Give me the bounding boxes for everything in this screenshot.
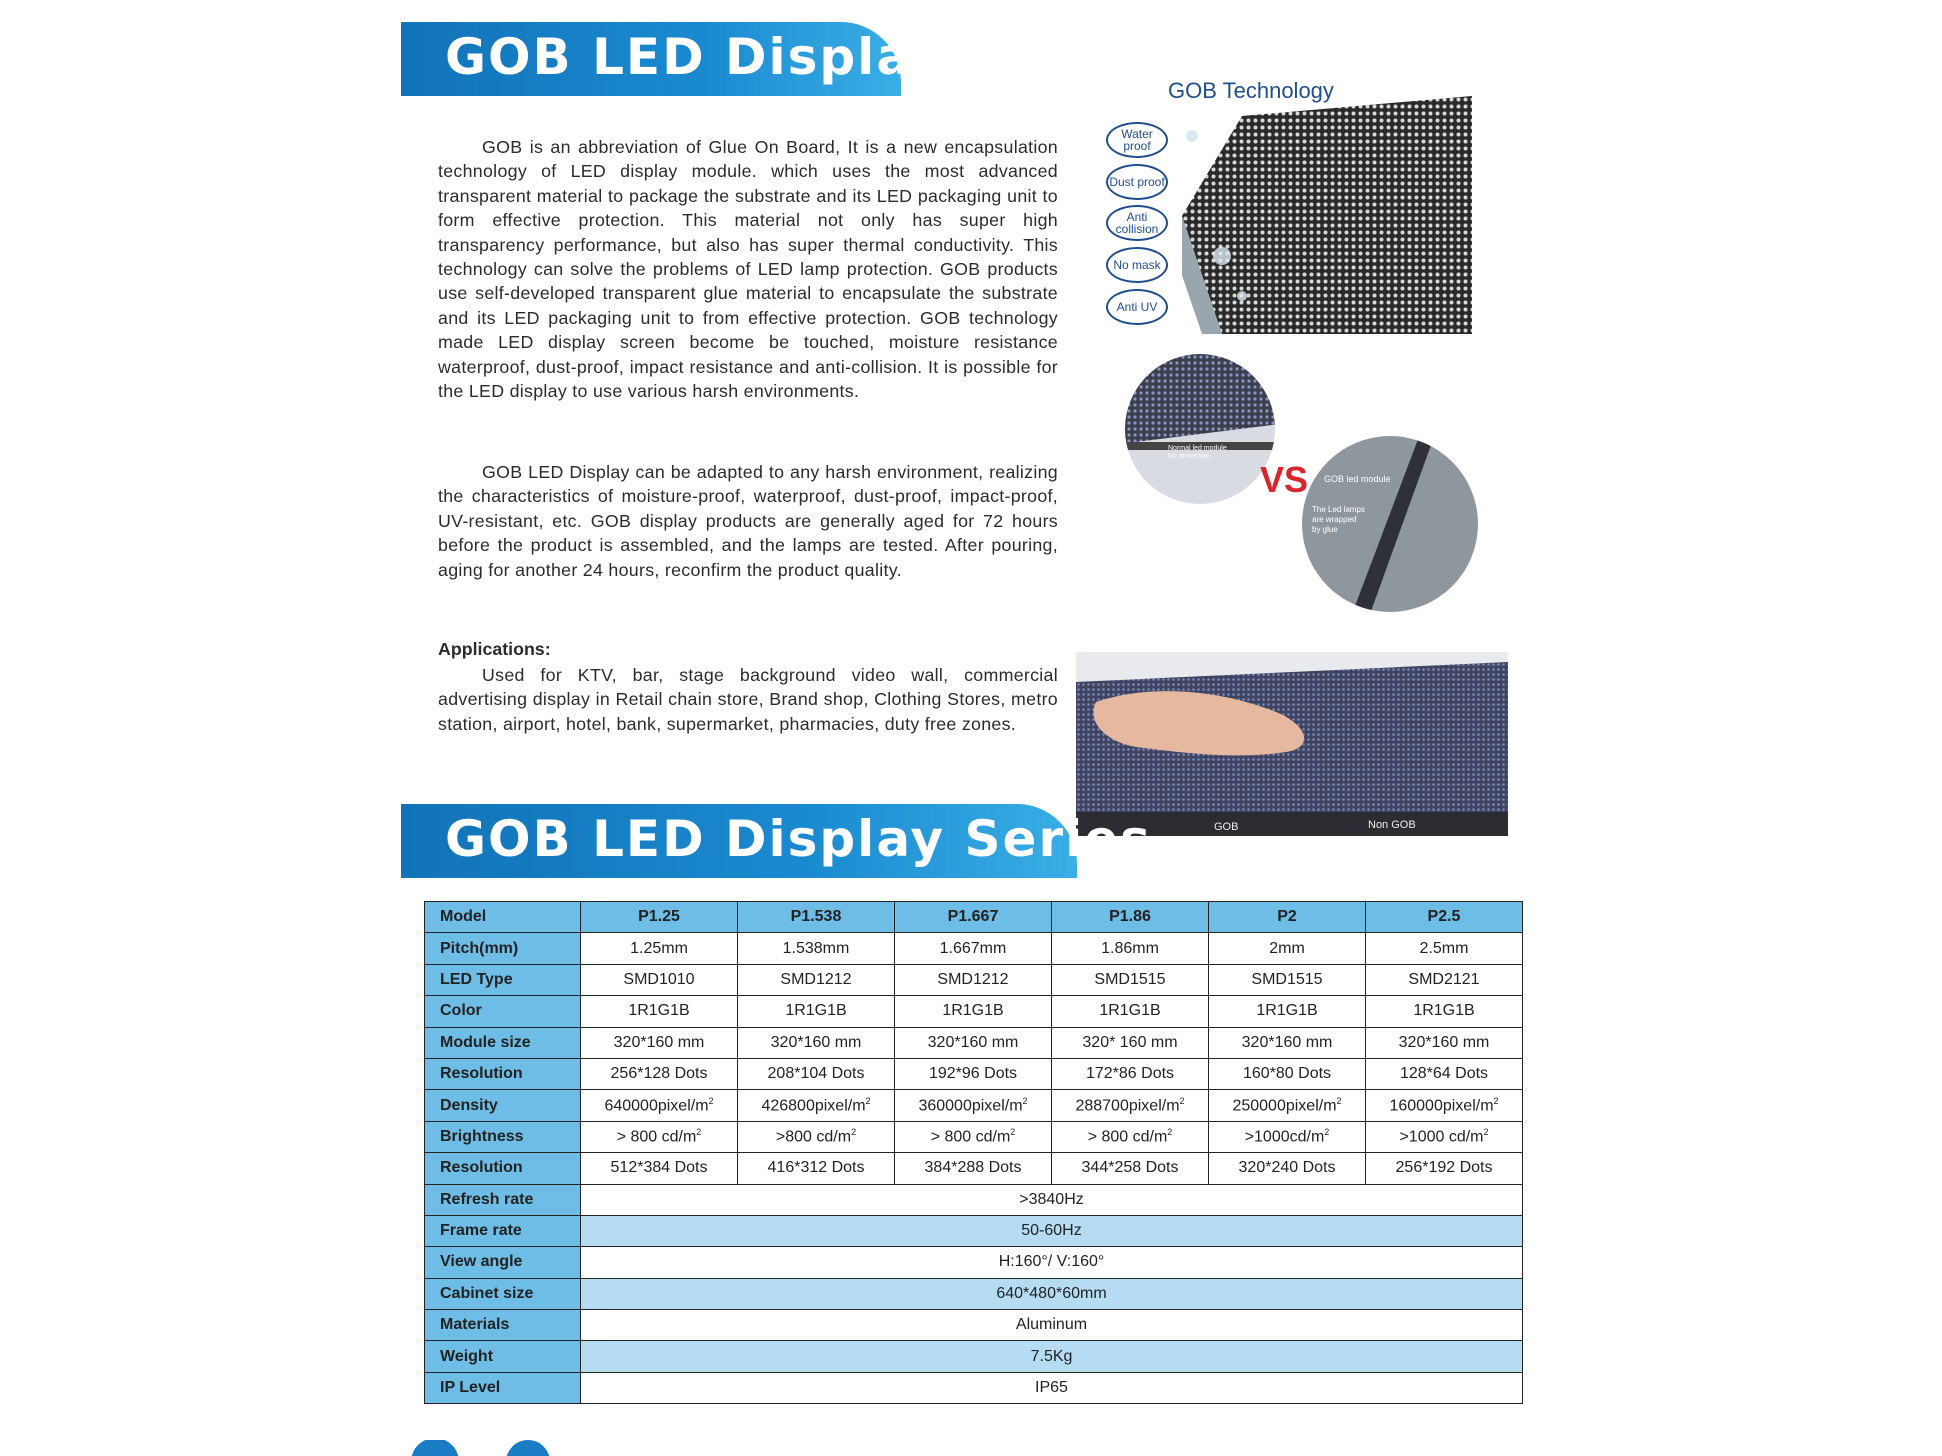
cell-value: 160*80 Dots	[1242, 1065, 1332, 1083]
row-label: Materials	[425, 1310, 581, 1341]
dustproof-badge: Dust proof	[1106, 164, 1168, 200]
applications-paragraph	[438, 663, 1058, 736]
wrap-label-2: are wrapped	[1312, 515, 1357, 524]
cell-value: 288700pixel/m	[1075, 1097, 1180, 1115]
cell-value: 416*312 Dots	[767, 1159, 865, 1177]
table-row	[425, 1372, 1523, 1403]
gob-module-label: GOB led module	[1324, 474, 1391, 484]
cell-value: 1.86mm	[1101, 939, 1159, 957]
table-row	[425, 1027, 1523, 1058]
table-cell	[895, 1153, 1052, 1184]
unit-superscript: 2	[1022, 1095, 1028, 1106]
table-row	[425, 996, 1523, 1027]
cell-value: >1000 cd/m	[1399, 1128, 1484, 1146]
cell-value: SMD1010	[623, 970, 695, 988]
table-cell: >3840Hz	[581, 1184, 1523, 1215]
table-row	[425, 933, 1523, 964]
cell-value: 320*160 mm	[927, 1033, 1019, 1051]
row-label: IP Level	[425, 1372, 581, 1403]
wrap-label-1: The Led lamps	[1312, 505, 1365, 514]
table-cell	[738, 1090, 895, 1121]
cell-value: 1.25mm	[630, 939, 688, 957]
row-label: Color	[425, 996, 581, 1027]
table-row	[425, 1247, 1523, 1278]
cell-value: > 800 cd/m	[930, 1128, 1011, 1146]
header-model-cell: P1.667	[895, 902, 1052, 933]
cell-value: SMD1515	[1094, 970, 1166, 988]
row-label: LED Type	[425, 964, 581, 995]
touch-panel-photo	[1076, 652, 1508, 836]
cell-value: 320*240 Dots	[1238, 1159, 1336, 1177]
table-cell	[1052, 1153, 1209, 1184]
unit-superscript: 2	[1167, 1127, 1173, 1138]
row-label: View angle	[425, 1247, 581, 1278]
cell-value: 208*104 Dots	[767, 1065, 865, 1083]
table-cell	[581, 1027, 738, 1058]
table-cell	[1366, 1121, 1523, 1152]
header-model-cell: P2.5	[1366, 902, 1523, 933]
table-row	[425, 1184, 1523, 1215]
table-cell	[1209, 1027, 1366, 1058]
cell-value: 256*128 Dots	[610, 1065, 708, 1083]
table-cell	[1366, 1153, 1523, 1184]
gob-photo-label: GOB	[1214, 821, 1239, 833]
row-label: Pitch(mm)	[425, 933, 581, 964]
table-cell	[895, 1090, 1052, 1121]
cell-value: 160000pixel/m	[1389, 1097, 1494, 1115]
table-cell	[1209, 964, 1366, 995]
table-cell	[738, 1121, 895, 1152]
non-gob-photo-label: Non GOB	[1368, 819, 1416, 831]
cell-value: > 800 cd/m	[616, 1128, 697, 1146]
table-cell	[895, 1058, 1052, 1089]
cell-value: >1000cd/m	[1244, 1128, 1325, 1146]
cell-value: > 800 cd/m	[1087, 1128, 1168, 1146]
row-label: Frame rate	[425, 1215, 581, 1246]
cell-value: 1R1G1B	[1256, 1002, 1318, 1020]
table-cell	[1052, 996, 1209, 1027]
cell-value: 320* 160 mm	[1082, 1033, 1178, 1051]
table-cell	[1366, 1058, 1523, 1089]
table-cell	[581, 1058, 738, 1089]
table-header-row	[425, 902, 1523, 933]
table-cell	[895, 933, 1052, 964]
table-cell: IP65	[581, 1372, 1523, 1403]
table-cell	[895, 964, 1052, 995]
table-cell: 640*480*60mm	[581, 1278, 1523, 1309]
table-cell	[1209, 996, 1366, 1027]
cell-value: 256*192 Dots	[1395, 1159, 1493, 1177]
table-cell	[1052, 964, 1209, 995]
unit-superscript: 2	[696, 1127, 702, 1138]
wrap-label-3: by glue	[1312, 525, 1338, 534]
table-cell	[738, 996, 895, 1027]
cell-value: 1R1G1B	[1413, 1002, 1475, 1020]
row-label: Resolution	[425, 1058, 581, 1089]
header-model-cell: P1.538	[738, 902, 895, 933]
table-row	[425, 1058, 1523, 1089]
cell-value: 192*96 Dots	[928, 1065, 1018, 1083]
unit-superscript: 2	[1336, 1095, 1342, 1106]
table-row	[425, 1121, 1523, 1152]
header-model-label: Model	[425, 902, 581, 933]
table-cell	[1209, 1058, 1366, 1089]
waterproof-badge: Water proof	[1106, 122, 1168, 158]
table-cell	[1052, 933, 1209, 964]
table-row	[425, 1153, 1523, 1184]
cell-value: 250000pixel/m	[1232, 1097, 1337, 1115]
unit-superscript: 2	[865, 1095, 871, 1106]
table-cell: 50-60Hz	[581, 1215, 1523, 1246]
led-panel-image	[1182, 96, 1472, 334]
cell-value: 1R1G1B	[942, 1002, 1004, 1020]
intro-text: GOB is an abbreviation of Glue On Board, It is a new encapsulation technology of LED display module. which uses the most advanced transparent material to package the substrate and its LED packaging unit to form effective protection. This material not only has super high transparency performance, but also has super thermal conductivity. This technology can solve the problems of LED lamp protection. GOB products use self-developed transparent glue material to encapsulate the substrate and its LED packaging unit to from effective protection. GOB technology made LED display screen become be touched, moisture resistance waterproof, dust-proof, impact resistance and anti-collision. It is possible for the LED display to use various harsh environments.	[438, 137, 1058, 402]
table-cell	[1052, 1121, 1209, 1152]
table-cell	[738, 964, 895, 995]
anti-collision-badge: Anti collision	[1106, 205, 1168, 241]
table-cell	[581, 996, 738, 1027]
title-banner	[401, 22, 946, 96]
cell-value: 1.667mm	[939, 939, 1007, 957]
table-cell	[738, 1153, 895, 1184]
table-cell	[581, 964, 738, 995]
cell-value: SMD1212	[937, 970, 1009, 988]
row-label: Refresh rate	[425, 1184, 581, 1215]
cell-value: SMD2121	[1408, 970, 1480, 988]
header-model-cell: P2	[1209, 902, 1366, 933]
unit-superscript: 2	[851, 1127, 857, 1138]
table-cell	[738, 1058, 895, 1089]
cell-value: 2mm	[1269, 939, 1305, 957]
applications-text: Used for KTV, bar, stage background video wall, commercial advertising display in Retail chain store, Brand shop, Clothing Stores, metro station, airport, hotel, bank, supermarket, pharmacies, duty free zones.	[438, 665, 1058, 734]
table-cell	[1366, 996, 1523, 1027]
cell-value: 172*86 Dots	[1085, 1065, 1175, 1083]
row-label: Density	[425, 1090, 581, 1121]
table-cell	[1052, 1058, 1209, 1089]
cell-value: 1R1G1B	[785, 1002, 847, 1020]
table-cell	[1052, 1090, 1209, 1121]
table-cell	[1366, 1027, 1523, 1058]
cell-value: 320*160 mm	[613, 1033, 705, 1051]
table-row	[425, 964, 1523, 995]
header-model-cell: P1.86	[1052, 902, 1209, 933]
table-cell	[1366, 964, 1523, 995]
table-cell	[895, 996, 1052, 1027]
series-banner	[401, 804, 1152, 878]
row-label: Module size	[425, 1027, 581, 1058]
page-title: GOB LED Display	[445, 28, 946, 86]
table-row	[425, 1215, 1523, 1246]
table-cell	[895, 1121, 1052, 1152]
table-cell	[1209, 1121, 1366, 1152]
series-title: GOB LED Display Series	[445, 810, 1152, 868]
cell-value: 1.538mm	[782, 939, 850, 957]
table-cell	[1366, 933, 1523, 964]
no-mask-badge: No mask	[1106, 247, 1168, 283]
table-cell: Aluminum	[581, 1310, 1523, 1341]
anti-uv-badge: Anti UV	[1106, 289, 1168, 325]
unit-superscript: 2	[1010, 1127, 1016, 1138]
spec-table	[424, 901, 1523, 1404]
cell-value: 344*258 Dots	[1081, 1159, 1179, 1177]
table-row	[425, 1090, 1523, 1121]
table-cell	[1209, 1153, 1366, 1184]
table-cell: 7.5Kg	[581, 1341, 1523, 1372]
table-cell	[1209, 933, 1366, 964]
table-cell	[1052, 1027, 1209, 1058]
cell-value: 426800pixel/m	[761, 1097, 866, 1115]
feature-text: GOB LED Display can be adapted to any harsh environment, realizing the characteristics of moisture-proof, waterproof, dust-proof, impact-proof, UV-resistant, etc. GOB display products are generally aged for 72 hours before the product is assembled, and the lamps are tested. After pouring, aging for another 24 hours, reconfirm the product quality.	[438, 462, 1058, 580]
cell-value: 1R1G1B	[1099, 1002, 1161, 1020]
unit-superscript: 2	[708, 1095, 714, 1106]
cell-value: SMD1212	[780, 970, 852, 988]
footer-logos	[300, 1440, 700, 1456]
vs-text: VS	[1260, 459, 1309, 500]
unit-superscript: 2	[1179, 1095, 1185, 1106]
cell-value: 512*384 Dots	[610, 1159, 708, 1177]
unit-superscript: 2	[1483, 1127, 1489, 1138]
cell-value: >800 cd/m	[775, 1128, 852, 1146]
table-cell	[738, 933, 895, 964]
cell-value: SMD1515	[1251, 970, 1323, 988]
table-cell	[738, 1027, 895, 1058]
row-label: Cabinet size	[425, 1278, 581, 1309]
intro-paragraph	[438, 135, 1058, 403]
applications-heading: Applications:	[438, 639, 551, 659]
table-cell	[895, 1027, 1052, 1058]
table-row	[425, 1278, 1523, 1309]
cell-value: 128*64 Dots	[1399, 1065, 1489, 1083]
cell-value: 1R1G1B	[628, 1002, 690, 1020]
table-row	[425, 1310, 1523, 1341]
vs-comparison-image	[1120, 354, 1480, 614]
table-cell	[581, 1121, 738, 1152]
table-cell	[581, 1153, 738, 1184]
row-label: Resolution	[425, 1153, 581, 1184]
unit-superscript: 2	[1493, 1095, 1499, 1106]
feature-paragraph	[438, 460, 1058, 582]
gob-technology-title: GOB Technology	[1168, 78, 1334, 103]
table-cell	[1366, 1090, 1523, 1121]
cell-value: 640000pixel/m	[604, 1097, 709, 1115]
cell-value: 360000pixel/m	[918, 1097, 1023, 1115]
no-protection-label: No protection	[1168, 453, 1210, 460]
cell-value: 384*288 Dots	[924, 1159, 1022, 1177]
cell-value: 320*160 mm	[1241, 1033, 1333, 1051]
table-cell	[581, 1090, 738, 1121]
table-row	[425, 1341, 1523, 1372]
cell-value: 2.5mm	[1419, 939, 1469, 957]
normal-module-label: Normal led module	[1168, 445, 1227, 452]
cell-value: 320*160 mm	[770, 1033, 862, 1051]
header-model-cell: P1.25	[581, 902, 738, 933]
row-label: Brightness	[425, 1121, 581, 1152]
table-cell: H:160°/ V:160°	[581, 1247, 1523, 1278]
unit-superscript: 2	[1324, 1127, 1330, 1138]
row-label: Weight	[425, 1341, 581, 1372]
table-cell	[581, 933, 738, 964]
cell-value: 320*160 mm	[1398, 1033, 1490, 1051]
table-cell	[1209, 1090, 1366, 1121]
